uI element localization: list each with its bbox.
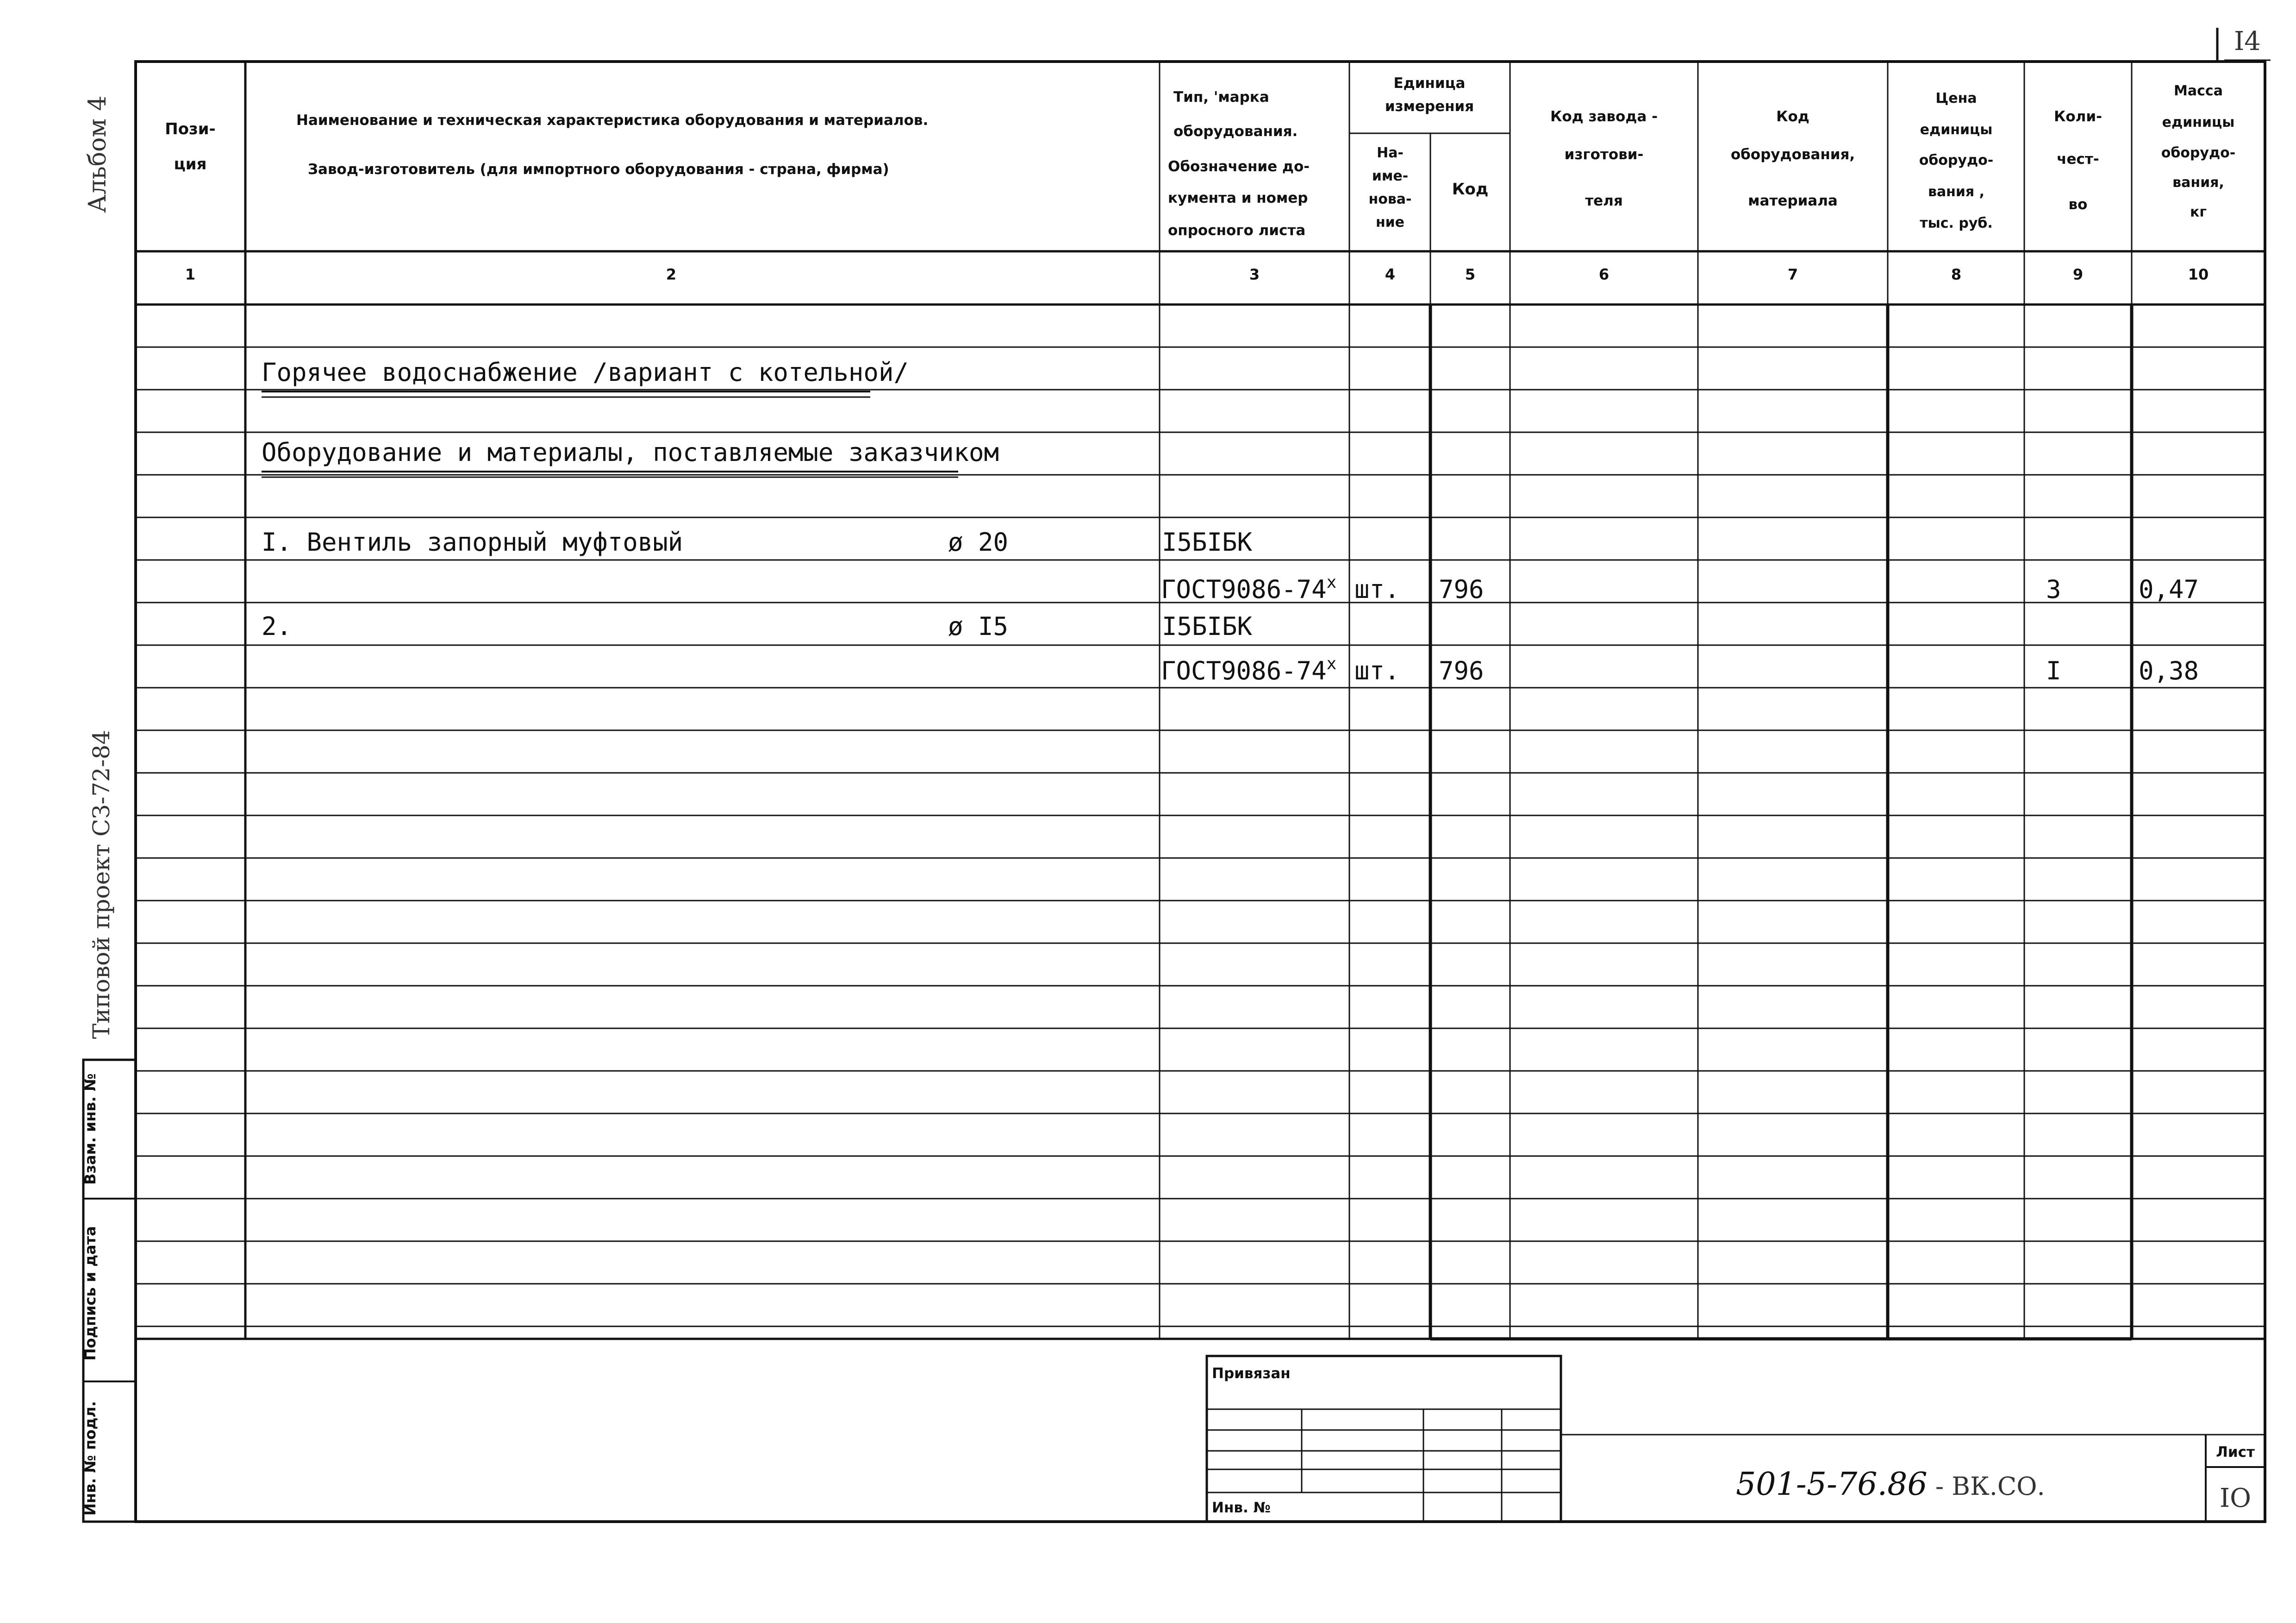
column-number: 6 bbox=[1598, 266, 1610, 283]
col10-header-line: оборудо- bbox=[2161, 145, 2236, 161]
table-row bbox=[1161, 654, 2199, 685]
sheet-number: IO bbox=[2219, 1483, 2252, 1513]
col10-header-line: единицы bbox=[2162, 114, 2235, 131]
item-mass: 0,38 bbox=[2139, 656, 2199, 685]
column-number: 2 bbox=[666, 266, 677, 283]
col3-header-line: Тип, 'марка bbox=[1173, 89, 1269, 106]
table-body bbox=[262, 358, 2199, 685]
item-quantity: I bbox=[2046, 656, 2061, 685]
col10-header-line: вания, bbox=[2172, 174, 2224, 191]
column-number: 7 bbox=[1787, 266, 1798, 283]
col8-header-line: вания , bbox=[1928, 184, 1985, 200]
col6-header-line: изготови- bbox=[1564, 146, 1644, 163]
project-label: Типовой проект СЗ-72-84 bbox=[88, 730, 115, 1039]
item-diameter: ø 20 bbox=[948, 528, 1009, 557]
col4-header-line: име- bbox=[1372, 168, 1409, 184]
table-header bbox=[165, 75, 2235, 239]
item-type-mark: I5БIБК bbox=[1162, 528, 1253, 557]
column-number: 9 bbox=[2072, 266, 2084, 283]
item-diameter: ø I5 bbox=[948, 612, 1009, 641]
item-document: ГОСТ9086-74$^x$ bbox=[1161, 654, 1337, 685]
col6-header-line: теля bbox=[1585, 193, 1623, 209]
column-number: 10 bbox=[2188, 266, 2209, 283]
col9-header-line: чест- bbox=[2057, 151, 2099, 168]
album-label: Альбом 4 bbox=[84, 95, 112, 213]
table-row bbox=[262, 612, 1253, 641]
corner-number: I4 bbox=[2234, 26, 2261, 56]
inventory-label: Инв. № bbox=[1212, 1499, 1271, 1516]
col3-header-line: опросного листа bbox=[1168, 222, 1306, 239]
col10-header-line: кг bbox=[2190, 204, 2207, 220]
item-unit-code: 796 bbox=[1439, 656, 1484, 685]
section-title: Горячее водоснабжение /вариант с котельной/ bbox=[262, 358, 909, 387]
col2-header-line: Завод-изготовитель (для импортного оборудования - страна, фирма) bbox=[308, 161, 889, 178]
col8-header-line: единицы bbox=[1920, 122, 1993, 138]
col2-header-line: Наименование и техническая характеристика оборудования и материалов. bbox=[296, 112, 929, 129]
col1-header-line: ция bbox=[174, 155, 207, 174]
item-name: I. Вентиль запорный муфтовый bbox=[262, 528, 683, 557]
col3-header-line: кумента и номер bbox=[1168, 190, 1308, 206]
col8-header-line: оборудо- bbox=[1919, 152, 1994, 168]
item-name: 2. bbox=[262, 612, 292, 641]
col9-header-line: во bbox=[2068, 196, 2088, 213]
table-grid bbox=[136, 62, 2265, 1522]
col5-header: Код bbox=[1452, 180, 1489, 199]
col7-header-line: материала bbox=[1748, 193, 1838, 209]
column-number: 4 bbox=[1385, 266, 1396, 283]
col1-header-line: Пози- bbox=[165, 120, 216, 138]
section-title: Оборудование и материалы, поставляемые заказчиком bbox=[262, 438, 999, 467]
side-margin bbox=[81, 96, 136, 1522]
item-unit: шт. bbox=[1354, 575, 1400, 604]
item-mass: 0,47 bbox=[2139, 575, 2199, 604]
column-numbers-row bbox=[185, 266, 2209, 283]
col4-header-line: На- bbox=[1377, 145, 1404, 161]
col4-header-line: нова- bbox=[1368, 191, 1412, 207]
document-designation: 501-5-76.86 - ВК.СО. bbox=[1736, 1466, 2045, 1503]
col3-header-line: оборудования. bbox=[1173, 123, 1298, 140]
item-unit-code: 796 bbox=[1439, 575, 1484, 604]
item-type-mark: I5БIБК bbox=[1162, 612, 1253, 641]
stamp-replaced-inv: Взам. инв. № bbox=[81, 1073, 99, 1185]
stamp-original-inv: Инв. № подл. bbox=[81, 1401, 99, 1516]
column-number: 8 bbox=[1951, 266, 1962, 283]
col8-header-line: Цена bbox=[1935, 90, 1977, 106]
col3-header-line: Обозначение до- bbox=[1168, 158, 1310, 175]
table-row bbox=[262, 528, 1253, 557]
item-document: ГОСТ9086-74$^x$ bbox=[1161, 573, 1337, 604]
stamp-signature-date: Подпись и дата bbox=[81, 1226, 99, 1361]
unit-group-header-line: Единица bbox=[1393, 75, 1466, 92]
bound-label: Привязан bbox=[1212, 1365, 1291, 1382]
column-number: 5 bbox=[1465, 266, 1476, 283]
corner-page-number bbox=[2217, 26, 2271, 62]
col7-header-line: оборудования, bbox=[1730, 146, 1855, 163]
item-unit: шт. bbox=[1354, 656, 1400, 685]
item-quantity: 3 bbox=[2046, 575, 2061, 604]
col7-header-line: Код bbox=[1776, 108, 1809, 125]
column-number: 3 bbox=[1249, 266, 1260, 283]
col10-header-line: Масса bbox=[2174, 83, 2223, 99]
column-number: 1 bbox=[185, 266, 196, 283]
col6-header-line: Код завода - bbox=[1550, 108, 1658, 125]
col8-header-line: тыс. руб. bbox=[1920, 215, 1993, 231]
unit-group-header-line: измерения bbox=[1385, 98, 1474, 115]
table-row bbox=[1161, 573, 2199, 604]
col9-header-line: Коли- bbox=[2054, 108, 2102, 125]
title-block bbox=[1207, 1356, 2265, 1522]
col4-header-line: ние bbox=[1375, 214, 1405, 230]
sheet-label: Лист bbox=[2216, 1444, 2255, 1461]
